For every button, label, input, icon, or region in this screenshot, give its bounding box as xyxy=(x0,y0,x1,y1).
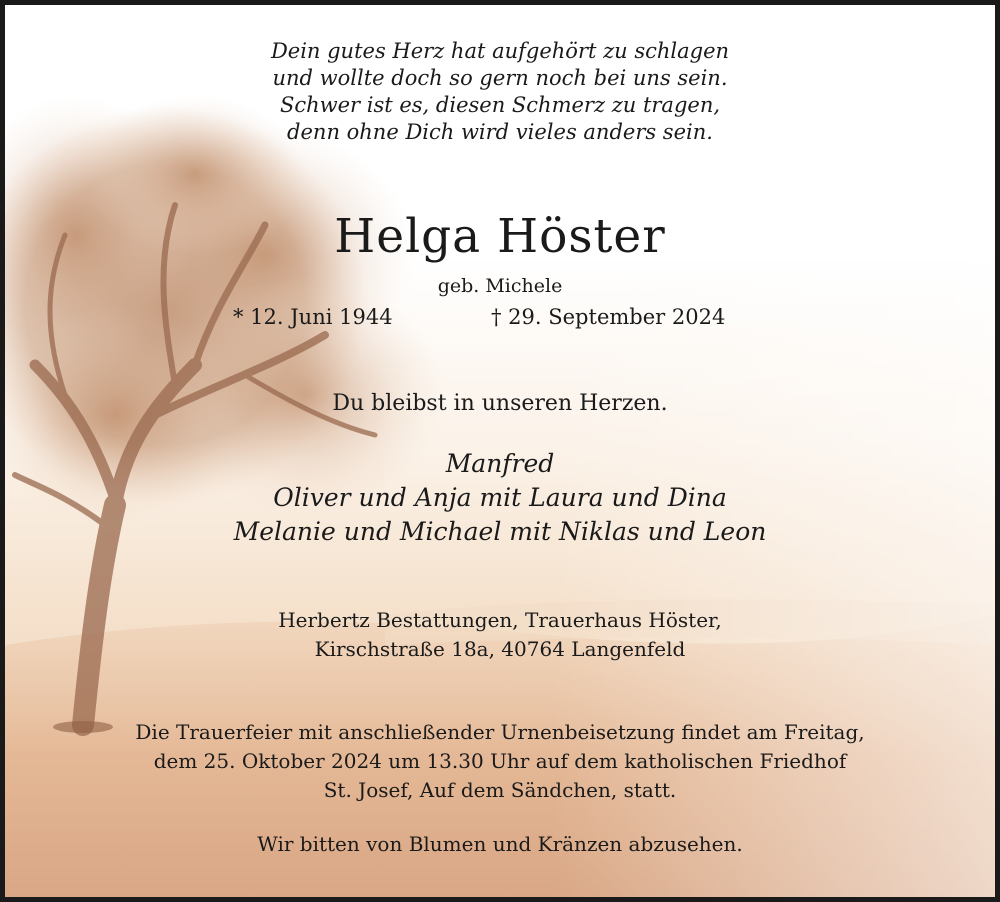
funeral-home-line: Herbertz Bestattungen, Trauerhaus Höster, xyxy=(278,608,722,632)
funeral-home-line: Kirschstraße 18a, 40764 Langenfeld xyxy=(314,637,686,661)
death-date: † 29. September 2024 xyxy=(491,305,726,329)
motto: Du bleibst in unseren Herzen. xyxy=(332,391,668,416)
ceremony-line: dem 25. Oktober 2024 um 13.30 Uhr auf dem katholischen Friedhof xyxy=(153,749,847,773)
obituary-content xyxy=(5,5,995,897)
flowers-request: Wir bitten von Blumen und Kränzen abzusehen. xyxy=(257,832,743,856)
family-member: Manfred xyxy=(445,449,555,478)
birth-date: * 12. Juni 1944 xyxy=(233,305,393,329)
family-member: Melanie und Michael mit Niklas und Leon xyxy=(233,517,767,546)
family-member: Oliver und Anja mit Laura und Dina xyxy=(273,483,727,512)
deceased-name: Helga Höster xyxy=(334,209,666,264)
poem-line: Schwer ist es, diesen Schmerz zu tragen, xyxy=(279,93,721,117)
poem-line: denn ohne Dich wird vieles anders sein. xyxy=(287,120,713,144)
ceremony-line: Die Trauerfeier mit anschließender Urnenbeisetzung findet am Freitag, xyxy=(135,720,865,744)
poem-line: Dein gutes Herz hat aufgehört zu schlagen xyxy=(270,39,730,63)
maiden-name: geb. Michele xyxy=(437,275,563,297)
ceremony-line: St. Josef, Auf dem Sändchen, statt. xyxy=(323,778,677,802)
poem-line: und wollte doch so gern noch bei uns sein. xyxy=(272,66,728,90)
life-dates xyxy=(5,305,995,333)
